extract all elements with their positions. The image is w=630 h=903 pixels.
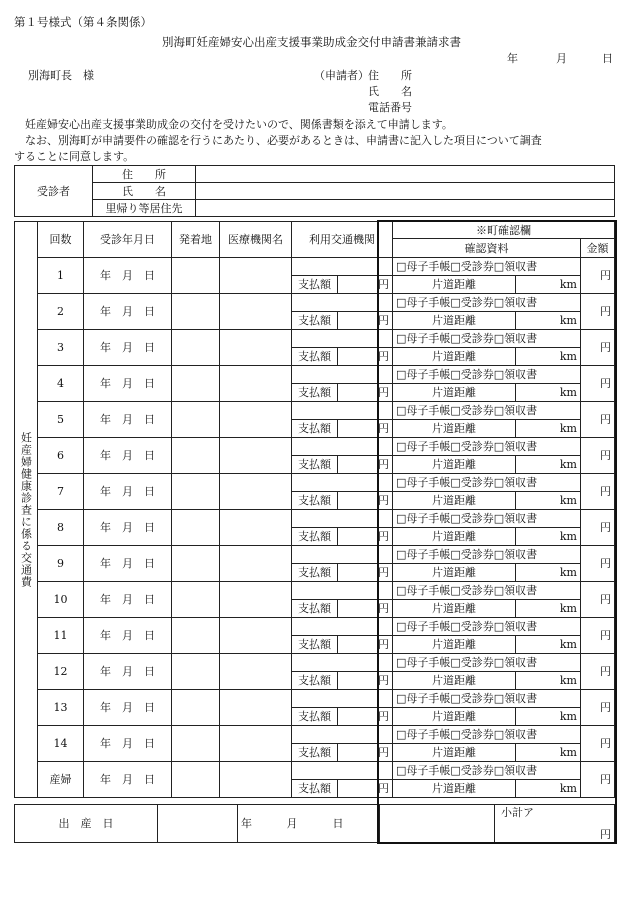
row-distance-label: 片道距離 (393, 492, 516, 510)
row-distance-field[interactable]: km (516, 636, 581, 654)
row-transport[interactable] (292, 618, 393, 636)
row-date-text: 年 月 日 (100, 701, 155, 714)
row-number: 12 (38, 654, 84, 690)
row-number: 1 (38, 258, 84, 294)
row-distance-field[interactable]: km (516, 384, 581, 402)
row-paid-field[interactable]: 円 (338, 456, 393, 474)
addressee: 別海町長 様 (28, 69, 94, 82)
row-number: 11 (38, 618, 84, 654)
row-paid-field[interactable]: 円 (338, 312, 393, 330)
form-number: 第１号様式（第４条関係） (14, 15, 152, 29)
row-origin[interactable] (172, 618, 220, 654)
row-distance-label: 片道距離 (393, 384, 516, 402)
header-amount: 金額 (581, 239, 615, 258)
row-amount[interactable]: 円 (581, 366, 615, 402)
row-visit-date[interactable] (84, 726, 172, 762)
row-visit-date[interactable] (84, 402, 172, 438)
date-day: 日 (602, 52, 613, 65)
header-transport: 利用交通機関 (292, 222, 393, 258)
row-visit-date[interactable] (84, 510, 172, 546)
subtotal-yen: 円 (600, 828, 611, 841)
row-documents[interactable]: □母子手帳□受診券□領収書 (393, 330, 581, 348)
row-paid-field[interactable]: 円 (338, 528, 393, 546)
row-amount[interactable]: 円 (581, 438, 615, 474)
row-paid-label: 支払額 (292, 708, 338, 726)
table-row (15, 366, 615, 384)
row-distance-field[interactable]: km (516, 672, 581, 690)
row-distance-label: 片道距離 (393, 708, 516, 726)
subtotal-cell[interactable] (495, 805, 615, 843)
row-visit-date[interactable] (84, 762, 172, 798)
table-row (15, 762, 615, 780)
row-number: 5 (38, 402, 84, 438)
header-town-check: ※町確認欄 (393, 222, 615, 239)
table-row (15, 510, 615, 528)
header-institution: 医療機関名 (220, 222, 292, 258)
header-count: 回数 (38, 222, 84, 258)
row-institution[interactable] (220, 762, 292, 798)
patient-address-field[interactable] (196, 166, 615, 183)
row-transport[interactable] (292, 510, 393, 528)
row-number: 9 (38, 546, 84, 582)
row-visit-date[interactable] (84, 654, 172, 690)
row-amount[interactable]: 円 (581, 294, 615, 330)
table-row (15, 690, 615, 708)
side-label: 妊産婦健康診査に係る交通費 (19, 431, 33, 588)
row-distance-field[interactable]: km (516, 600, 581, 618)
row-institution[interactable] (220, 330, 292, 366)
row-origin[interactable] (172, 654, 220, 690)
row-distance-label: 片道距離 (393, 456, 516, 474)
row-documents[interactable]: □母子手帳□受診券□領収書 (393, 258, 581, 276)
row-transport[interactable] (292, 438, 393, 456)
row-transport[interactable] (292, 654, 393, 672)
form-title: 別海町妊産婦安心出産支援事業助成金交付申請書兼請求書 (162, 35, 461, 49)
row-institution[interactable] (220, 582, 292, 618)
row-distance-field[interactable]: km (516, 564, 581, 582)
body-line-1: 妊産婦安心出産支援事業助成金の交付を受けたいので、関係書類を添えて申請します。 (14, 118, 453, 131)
row-documents[interactable]: □母子手帳□受診券□領収書 (393, 654, 581, 672)
row-origin[interactable] (172, 294, 220, 330)
row-date-text: 年 月 日 (100, 269, 155, 282)
row-documents[interactable]: □母子手帳□受診券□領収書 (393, 402, 581, 420)
row-paid-field[interactable]: 円 (338, 600, 393, 618)
patient-address-label: 住 所 (93, 166, 196, 183)
row-transport[interactable] (292, 330, 393, 348)
row-distance-field[interactable]: km (516, 780, 581, 798)
row-origin[interactable] (172, 690, 220, 726)
row-transport[interactable] (292, 366, 393, 384)
row-amount[interactable]: 円 (581, 546, 615, 582)
patient-table (14, 165, 615, 217)
row-date-text: 年 月 日 (100, 341, 155, 354)
table-row (15, 654, 615, 672)
row-distance-label: 片道距離 (393, 564, 516, 582)
row-origin[interactable] (172, 582, 220, 618)
side-label-cell (15, 222, 38, 798)
row-documents[interactable]: □母子手帳□受診券□領収書 (393, 294, 581, 312)
header-documents: 確認資料 (393, 239, 581, 258)
row-distance-field[interactable]: km (516, 348, 581, 366)
row-institution[interactable] (220, 294, 292, 330)
row-documents[interactable]: □母子手帳□受診券□領収書 (393, 510, 581, 528)
table-row (15, 546, 615, 564)
row-distance-field[interactable]: km (516, 492, 581, 510)
row-distance-label: 片道距離 (393, 348, 516, 366)
row-amount[interactable]: 円 (581, 618, 615, 654)
birth-day: 日 (330, 805, 380, 843)
row-paid-label: 支払額 (292, 276, 338, 294)
row-date-text: 年 月 日 (100, 593, 155, 606)
row-date-text: 年 月 日 (100, 521, 155, 534)
header-visit-date: 受診年月日 (84, 222, 172, 258)
row-transport[interactable] (292, 726, 393, 744)
applicant-label: （申請者） (314, 69, 369, 82)
row-distance-field[interactable]: km (516, 276, 581, 294)
row-date-text: 年 月 日 (100, 629, 155, 642)
subtotal-blank (380, 805, 495, 843)
row-transport[interactable] (292, 258, 393, 276)
patient-homecoming-label: 里帰り等居住先 (93, 200, 196, 217)
row-number: 2 (38, 294, 84, 330)
row-amount[interactable]: 円 (581, 726, 615, 762)
row-transport[interactable] (292, 762, 393, 780)
row-date-text: 年 月 日 (100, 413, 155, 426)
row-number: 4 (38, 366, 84, 402)
row-paid-field[interactable]: 円 (338, 744, 393, 762)
row-distance-label: 片道距離 (393, 276, 516, 294)
row-date-text: 年 月 日 (100, 773, 155, 786)
row-number: 3 (38, 330, 84, 366)
applicant-phone: 電話番号 (368, 101, 412, 114)
row-date-text: 年 月 日 (100, 665, 155, 678)
row-visit-date[interactable] (84, 294, 172, 330)
row-paid-label: 支払額 (292, 348, 338, 366)
row-date-text: 年 月 日 (100, 449, 155, 462)
row-paid-label: 支払額 (292, 492, 338, 510)
row-paid-label: 支払額 (292, 780, 338, 798)
row-amount[interactable]: 円 (581, 582, 615, 618)
row-transport[interactable] (292, 294, 393, 312)
row-transport[interactable] (292, 474, 393, 492)
row-paid-field[interactable]: 円 (338, 420, 393, 438)
row-paid-label: 支払額 (292, 636, 338, 654)
row-amount[interactable]: 円 (581, 510, 615, 546)
row-date-text: 年 月 日 (100, 557, 155, 570)
row-visit-date[interactable] (84, 546, 172, 582)
row-number: 10 (38, 582, 84, 618)
table-row (15, 330, 615, 348)
row-date-text: 年 月 日 (100, 485, 155, 498)
row-paid-label: 支払額 (292, 456, 338, 474)
row-institution[interactable] (220, 546, 292, 582)
footer-table (14, 804, 615, 843)
row-paid-field[interactable]: 円 (338, 492, 393, 510)
table-row (15, 258, 615, 276)
row-paid-label: 支払額 (292, 420, 338, 438)
row-visit-date[interactable] (84, 258, 172, 294)
row-visit-date[interactable] (84, 366, 172, 402)
patient-homecoming-field[interactable] (196, 200, 615, 217)
row-visit-date[interactable] (84, 330, 172, 366)
row-amount[interactable]: 円 (581, 762, 615, 798)
row-distance-field[interactable]: km (516, 744, 581, 762)
row-origin[interactable] (172, 330, 220, 366)
row-origin[interactable] (172, 546, 220, 582)
transport-table (14, 221, 615, 798)
row-distance-label: 片道距離 (393, 420, 516, 438)
row-documents[interactable]: □母子手帳□受診券□領収書 (393, 366, 581, 384)
row-paid-field[interactable]: 円 (338, 708, 393, 726)
row-documents[interactable]: □母子手帳□受診券□領収書 (393, 726, 581, 744)
row-distance-label: 片道距離 (393, 672, 516, 690)
row-paid-label: 支払額 (292, 312, 338, 330)
row-number: 6 (38, 438, 84, 474)
row-origin[interactable] (172, 474, 220, 510)
row-origin[interactable] (172, 402, 220, 438)
subtotal-label: 小計ア (501, 806, 534, 819)
row-institution[interactable] (220, 366, 292, 402)
birth-year: 年 (238, 805, 284, 843)
row-distance-field[interactable]: km (516, 420, 581, 438)
row-paid-field[interactable]: 円 (338, 636, 393, 654)
row-institution[interactable] (220, 402, 292, 438)
row-institution[interactable] (220, 258, 292, 294)
row-transport[interactable] (292, 582, 393, 600)
row-distance-label: 片道距離 (393, 636, 516, 654)
row-origin[interactable] (172, 366, 220, 402)
row-documents[interactable]: □母子手帳□受診券□領収書 (393, 762, 581, 780)
row-origin[interactable] (172, 258, 220, 294)
row-documents[interactable]: □母子手帳□受診券□領収書 (393, 618, 581, 636)
row-distance-label: 片道距離 (393, 528, 516, 546)
date-year: 年 (507, 52, 518, 65)
row-paid-label: 支払額 (292, 600, 338, 618)
row-distance-field[interactable]: km (516, 528, 581, 546)
patient-name-label: 氏 名 (93, 183, 196, 200)
row-distance-label: 片道距離 (393, 780, 516, 798)
row-paid-label: 支払額 (292, 672, 338, 690)
applicant-address: 住 所 (368, 69, 412, 82)
row-number: 8 (38, 510, 84, 546)
header-origin: 発着地 (172, 222, 220, 258)
row-number: 産婦 (38, 762, 84, 798)
row-date-text: 年 月 日 (100, 737, 155, 750)
row-origin[interactable] (172, 762, 220, 798)
row-paid-field[interactable]: 円 (338, 384, 393, 402)
row-paid-label: 支払額 (292, 384, 338, 402)
body-line-3: することに同意します。 (14, 150, 135, 163)
row-visit-date[interactable] (84, 618, 172, 654)
row-paid-field[interactable]: 円 (338, 780, 393, 798)
body-line-2: なお、別海町が申請要件の確認を行うにあたり、必要があるときは、申請書に記入した項目について調査 (14, 134, 542, 147)
row-documents[interactable]: □母子手帳□受診券□領収書 (393, 546, 581, 564)
row-amount[interactable]: 円 (581, 690, 615, 726)
row-paid-field[interactable]: 円 (338, 348, 393, 366)
row-paid-field[interactable]: 円 (338, 276, 393, 294)
row-institution[interactable] (220, 726, 292, 762)
table-row (15, 474, 615, 492)
row-distance-label: 片道距離 (393, 600, 516, 618)
row-distance-label: 片道距離 (393, 312, 516, 330)
row-number: 7 (38, 474, 84, 510)
table-row (15, 726, 615, 744)
row-institution[interactable] (220, 438, 292, 474)
row-institution[interactable] (220, 654, 292, 690)
row-documents[interactable]: □母子手帳□受診券□領収書 (393, 582, 581, 600)
row-amount[interactable]: 円 (581, 258, 615, 294)
row-distance-field[interactable]: km (516, 456, 581, 474)
birth-date-spacer (158, 805, 238, 843)
row-institution[interactable] (220, 510, 292, 546)
row-visit-date[interactable] (84, 474, 172, 510)
row-origin[interactable] (172, 510, 220, 546)
row-number: 14 (38, 726, 84, 762)
table-row (15, 402, 615, 420)
row-institution[interactable] (220, 690, 292, 726)
applicant-name: 氏 名 (368, 85, 412, 98)
row-visit-date[interactable] (84, 582, 172, 618)
row-origin[interactable] (172, 438, 220, 474)
row-institution[interactable] (220, 618, 292, 654)
patient-label: 受診者 (15, 166, 93, 217)
row-distance-field[interactable]: km (516, 312, 581, 330)
row-visit-date[interactable] (84, 690, 172, 726)
row-paid-field[interactable]: 円 (338, 672, 393, 690)
row-amount[interactable]: 円 (581, 330, 615, 366)
row-documents[interactable]: □母子手帳□受診券□領収書 (393, 474, 581, 492)
row-transport[interactable] (292, 690, 393, 708)
row-documents[interactable]: □母子手帳□受診券□領収書 (393, 438, 581, 456)
date-month: 月 (556, 52, 567, 65)
birth-month: 月 (284, 805, 330, 843)
row-distance-field[interactable]: km (516, 708, 581, 726)
birth-date-label: 出 産 日 (15, 805, 158, 843)
row-transport[interactable] (292, 402, 393, 420)
row-paid-label: 支払額 (292, 564, 338, 582)
row-paid-label: 支払額 (292, 744, 338, 762)
row-transport[interactable] (292, 546, 393, 564)
patient-name-field[interactable] (196, 183, 615, 200)
row-documents[interactable]: □母子手帳□受診券□領収書 (393, 690, 581, 708)
row-institution[interactable] (220, 474, 292, 510)
row-visit-date[interactable] (84, 438, 172, 474)
table-row (15, 438, 615, 456)
row-amount[interactable]: 円 (581, 654, 615, 690)
table-row (15, 618, 615, 636)
row-paid-field[interactable]: 円 (338, 564, 393, 582)
row-origin[interactable] (172, 726, 220, 762)
row-distance-label: 片道距離 (393, 744, 516, 762)
row-amount[interactable]: 円 (581, 474, 615, 510)
table-row (15, 294, 615, 312)
row-number: 13 (38, 690, 84, 726)
row-date-text: 年 月 日 (100, 305, 155, 318)
row-amount[interactable]: 円 (581, 402, 615, 438)
row-date-text: 年 月 日 (100, 377, 155, 390)
row-paid-label: 支払額 (292, 528, 338, 546)
table-row (15, 582, 615, 600)
